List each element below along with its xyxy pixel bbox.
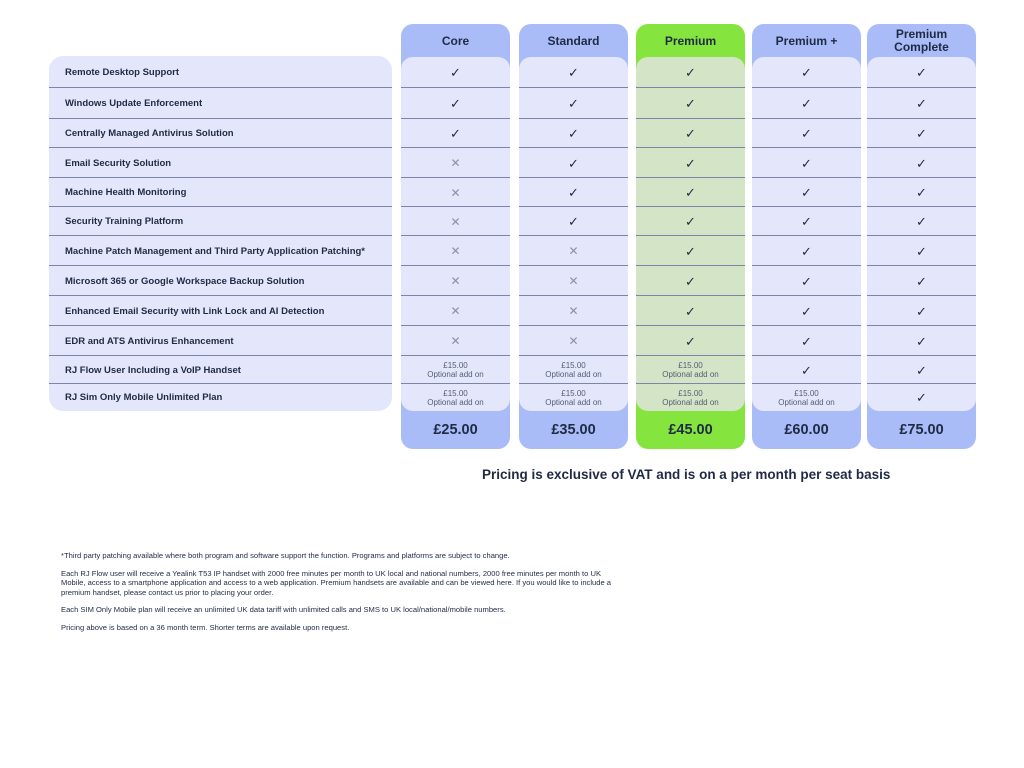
feature-row [49,296,392,326]
check-icon: ✓ [568,214,579,229]
plan-cell [401,266,510,296]
feature-row [49,236,392,266]
plan-cell [867,326,976,356]
plan-price: £60.00 [784,422,829,438]
footnote-sim-only: Each SIM Only Mobile plan will receive an unlimited UK data tariff with unlimited calls and SMS to UK local/national/mobile numbers. [61,605,506,615]
plan-column-standard [519,24,628,449]
plan-cell [519,119,628,148]
check-icon: ✓ [568,65,579,80]
cross-icon: ✕ [450,156,461,170]
check-icon: ✓ [801,96,812,111]
check-icon: ✓ [916,362,927,378]
cross-icon: ✕ [568,304,579,318]
check-icon: ✓ [568,126,579,141]
addon-label: Optional add on [778,397,835,407]
plan-cell [519,356,628,384]
plan-cell [752,57,861,88]
check-icon: ✓ [801,126,812,141]
plan-cell [519,384,628,411]
plan-feature-cells [752,57,861,411]
plan-name: Standard [547,33,600,48]
plan-cell [752,148,861,178]
plan-cell [867,119,976,148]
addon-price: £15.00 [678,388,703,398]
addon-price: £15.00 [794,388,819,398]
feature-row [49,148,392,178]
check-icon: ✓ [916,185,927,200]
addon-label: Optional add on [427,397,484,407]
plan-cell [519,178,628,207]
check-icon: ✓ [685,65,696,80]
check-icon: ✓ [685,155,696,171]
plan-cell [636,326,745,356]
plan-cell [867,178,976,207]
check-icon: ✓ [801,303,812,319]
plan-cell [636,88,745,119]
cross-icon: ✕ [450,185,461,200]
plan-cell [401,326,510,356]
plan-feature-cells [401,57,510,411]
feature-label: Microsoft 365 or Google Workspace Backup Solution [65,275,305,287]
feature-label: EDR and ATS Antivirus Enhancement [65,335,234,347]
check-icon: ✓ [685,243,696,259]
plan-cell [752,88,861,119]
plan-cell [752,178,861,207]
feature-row [49,326,392,356]
plan-cell [636,178,745,207]
cross-icon: ✕ [568,244,579,258]
check-icon: ✓ [916,65,927,80]
footnote-term: Pricing above is based on a 36 month term. Shorter terms are available upon request. [61,622,350,632]
plan-cell [867,296,976,326]
plan-cell [752,356,861,384]
plan-cell [752,119,861,148]
addon-label: Optional add on [427,370,484,379]
plan-name: Premium [664,33,717,48]
cross-icon: ✕ [568,334,579,348]
check-icon: ✓ [801,214,812,229]
check-icon: ✓ [568,96,579,111]
plan-cell [401,119,510,148]
plan-name: Premium + [775,33,838,48]
plan-cell [519,57,628,88]
check-icon: ✓ [916,126,927,141]
feature-row [49,119,392,148]
plan-feature-cells [636,57,745,411]
addon-price: £15.00 [443,361,468,370]
plan-column-core [401,24,510,449]
plan-feature-cells [519,57,628,411]
cross-icon: ✕ [568,274,579,288]
plan-cell [752,296,861,326]
plan-cell [867,236,976,266]
addon-label: Optional add on [545,397,602,407]
check-icon: ✓ [916,303,927,319]
plan-cell [867,207,976,236]
check-icon: ✓ [685,185,696,200]
plan-name: Core [441,33,470,48]
feature-label: Security Training Platform [65,216,184,227]
plan-cell [401,236,510,266]
feature-label: RJ Sim Only Mobile Unlimited Plan [65,392,223,403]
check-icon: ✓ [568,185,579,200]
plan-cell [519,88,628,119]
check-icon: ✓ [801,333,812,349]
plan-cell [401,207,510,236]
check-icon: ✓ [916,390,927,405]
check-icon: ✓ [916,214,927,229]
plan-cell [752,207,861,236]
addon-price: £15.00 [678,361,703,370]
plan-cell [636,57,745,88]
plan-cell [636,356,745,384]
feature-row [49,207,392,236]
feature-label: Machine Patch Management and Third Party Application Patching* [65,245,366,257]
check-icon: ✓ [450,96,461,111]
check-icon: ✓ [685,96,696,111]
plan-cell [519,326,628,356]
check-icon: ✓ [801,65,812,80]
addon-label: Optional add on [662,397,719,407]
feature-label: Windows Update Enforcement [65,98,203,109]
plan-cell [867,356,976,384]
plan-cell [401,356,510,384]
plan-cell [519,266,628,296]
cross-icon: ✕ [450,244,461,258]
feature-list [49,56,392,411]
addon-label: Optional add on [662,370,719,379]
plan-price: £25.00 [433,422,478,438]
feature-row [49,88,392,119]
plan-cell [401,88,510,119]
addon-price: £15.00 [561,361,586,370]
cross-icon: ✕ [450,334,461,348]
plan-cell [867,384,976,411]
plan-cell [401,384,510,411]
plan-cell [519,296,628,326]
feature-label: Machine Health Monitoring [65,187,187,198]
plan-column-premium [752,24,861,449]
feature-label: Centrally Managed Antivirus Solution [65,128,234,139]
plan-cell [519,207,628,236]
plan-cell [867,266,976,296]
check-icon: ✓ [568,155,579,171]
feature-label: Remote Desktop Support [65,66,180,78]
plan-cell [401,57,510,88]
plan-cell [867,88,976,119]
cross-icon: ✕ [450,274,461,288]
feature-label: RJ Flow User Including a VoIP Handset [65,364,241,376]
plan-cell [752,384,861,411]
feature-row [49,178,392,207]
addon-label: Optional add on [545,370,602,379]
check-icon: ✓ [801,273,812,289]
plan-price: £75.00 [899,422,944,438]
plan-cell [752,236,861,266]
check-icon: ✓ [685,214,696,229]
plan-cell [636,296,745,326]
plan-cell [636,266,745,296]
check-icon: ✓ [685,333,696,349]
plan-cell [519,148,628,178]
feature-row [49,266,392,296]
check-icon: ✓ [801,362,812,378]
check-icon: ✓ [450,126,461,141]
plan-cell [752,326,861,356]
check-icon: ✓ [916,243,927,259]
cross-icon: ✕ [450,304,461,318]
check-icon: ✓ [916,333,927,349]
check-icon: ✓ [685,126,696,141]
plan-cell [636,236,745,266]
plan-cell [401,296,510,326]
plan-column-premium-complete [867,24,976,449]
plan-cell [636,148,745,178]
plan-cell [636,119,745,148]
plan-cell [867,57,976,88]
plan-cell [401,148,510,178]
cross-icon: ✕ [450,214,461,229]
feature-label: Email Security Solution [65,157,172,169]
check-icon: ✓ [916,96,927,111]
plan-cell [867,148,976,178]
plan-cell [401,178,510,207]
check-icon: ✓ [801,155,812,171]
addon-price: £15.00 [443,388,468,398]
feature-row [49,356,392,384]
plan-name: Premium Complete [894,27,949,54]
feature-row [49,56,392,88]
check-icon: ✓ [801,243,812,259]
plan-feature-cells [867,57,976,411]
plan-column-premium [636,24,745,449]
addon-price: £15.00 [561,388,586,398]
check-icon: ✓ [685,303,696,319]
plan-cell [636,207,745,236]
feature-label: Enhanced Email Security with Link Lock and AI Detection [65,305,325,317]
plan-cell [752,266,861,296]
feature-row [49,384,392,411]
check-icon: ✓ [685,273,696,289]
check-icon: ✓ [801,185,812,200]
vat-note: Pricing is exclusive of VAT and is on a per month per seat basis [482,467,891,482]
footnote-patching: *Third party patching available where both program and software support the function. Programs and platforms are subject to change. [61,551,510,560]
plan-price: £35.00 [551,422,596,438]
footnotes [61,551,621,641]
check-icon: ✓ [916,273,927,289]
plan-price: £45.00 [668,422,713,438]
plan-cell [519,236,628,266]
check-icon: ✓ [450,65,461,80]
plan-cell [636,384,745,411]
check-icon: ✓ [916,155,927,171]
footnote-rj-flow: Each RJ Flow user will receive a Yealink T53 IP handset with 2000 free minutes per month to UK local and national numbers, 2000 free minutes per month to UK Mobile, access to a smartphone application and access to a web application. Premium handsets are available and can be viewed here. If you would like to include a premium handset, please contact us prior to placing your order. [61,568,612,597]
